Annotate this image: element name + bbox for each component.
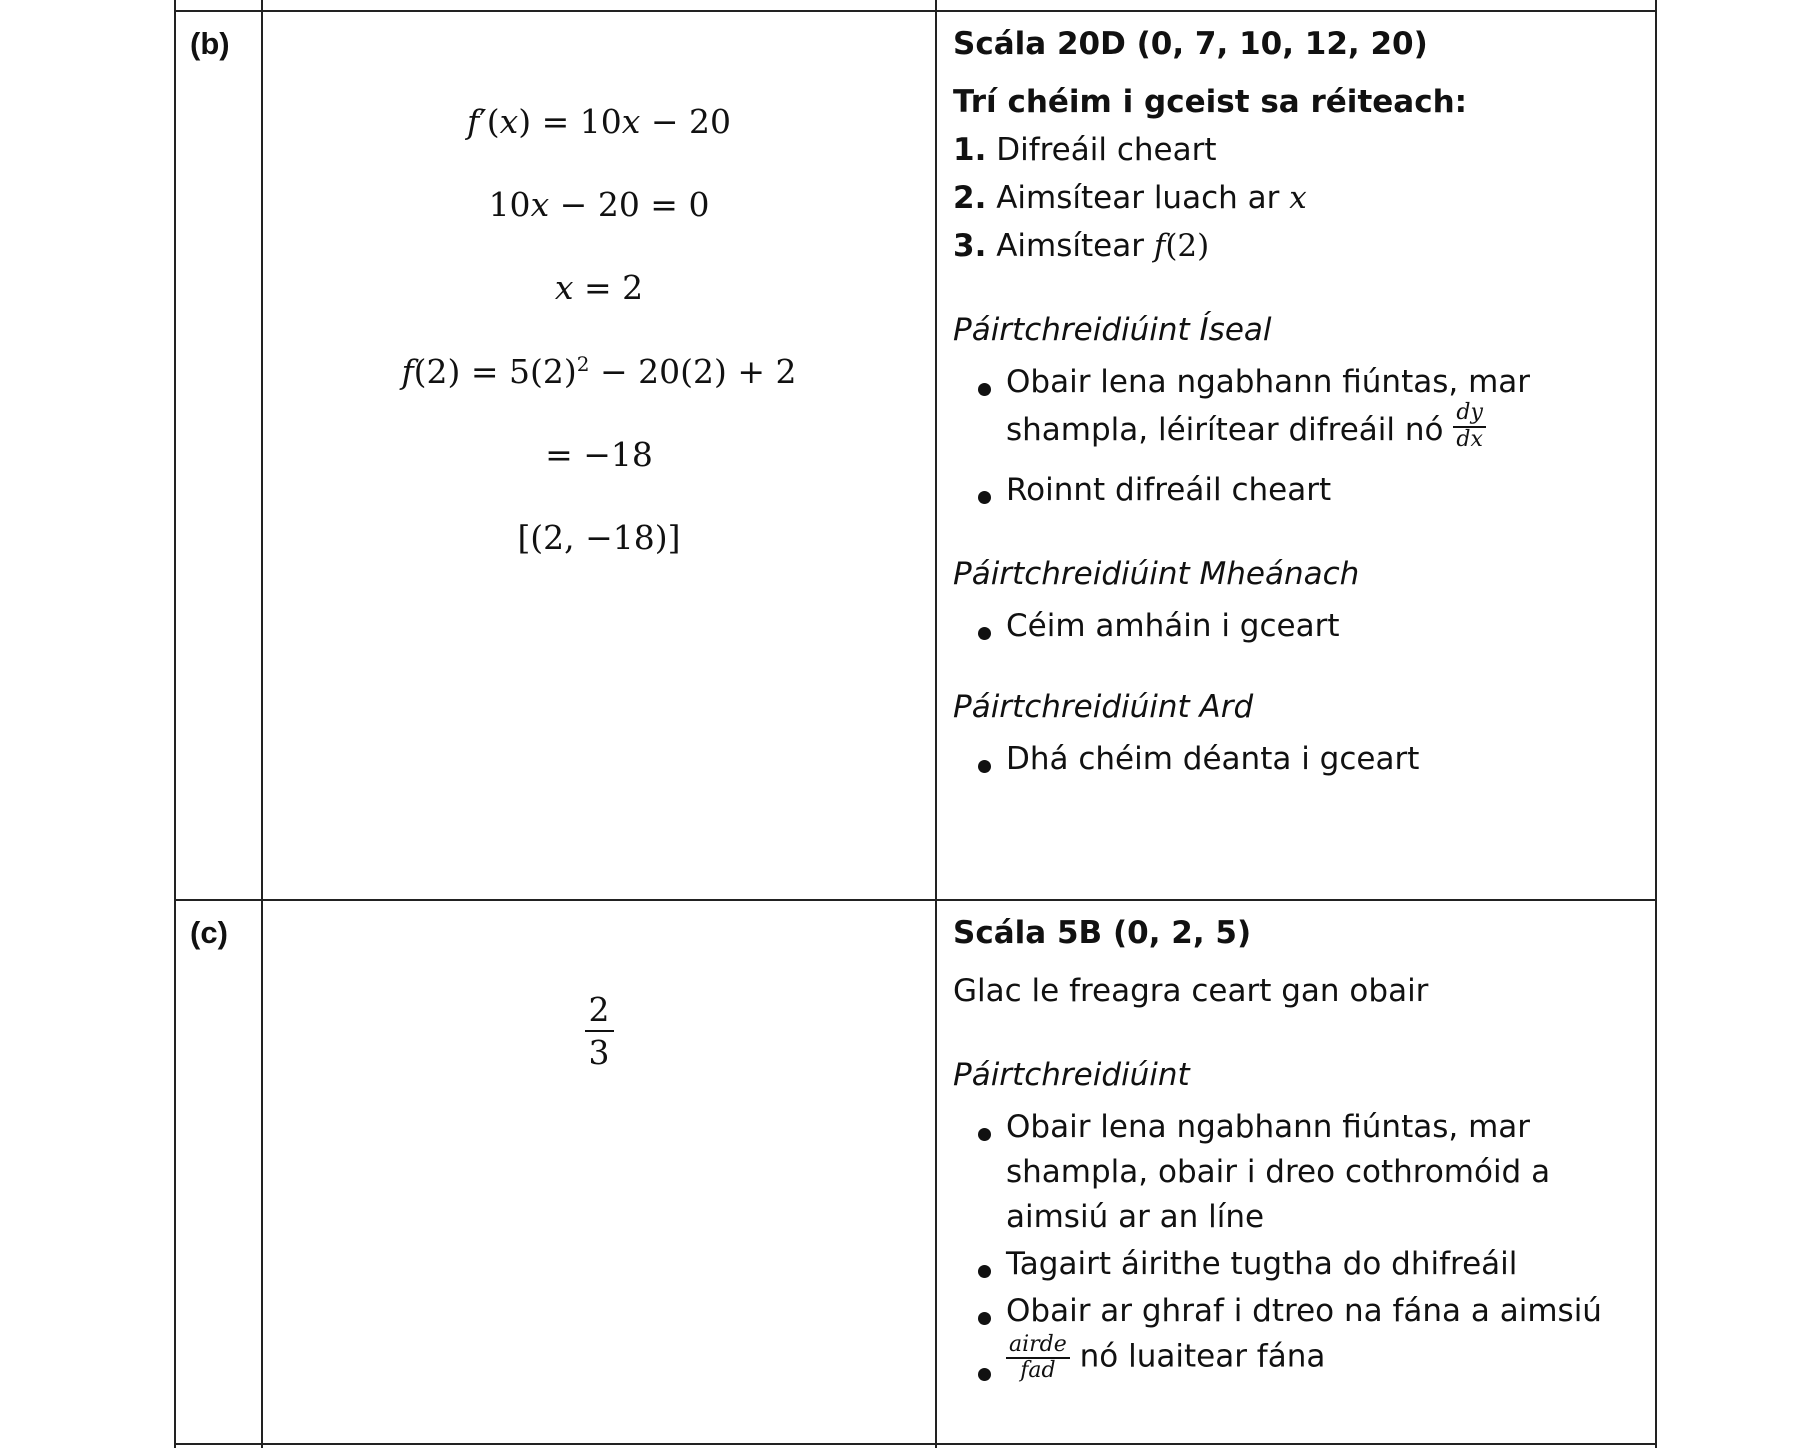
- bullet-text: Obair ar ghraf i dtreo na fána a aimsiú: [1006, 1293, 1602, 1329]
- work-note: Glac le freagra ceart gan obair: [953, 973, 1429, 1009]
- bullet-text: Dhá chéim déanta i gceart: [1006, 741, 1420, 777]
- bullet-text: Céim amháin i gceart: [1006, 608, 1340, 644]
- solution-line: = −18: [545, 435, 653, 474]
- bullet-text: Roinnt difreáil cheart: [1006, 472, 1332, 508]
- steps-heading: Trí chéim i gceist sa réiteach:: [953, 84, 1468, 120]
- partial-low-title: Páirtchreidiúint Íseal: [953, 312, 1272, 348]
- solution-line: $f(2) = 5(2)^2 - 20(2) + 2$: [401, 352, 797, 391]
- bullet-text: $\frac{\text{airde}}{\text{fad}}$ nó luaitear fána: [1006, 1333, 1325, 1383]
- solution-cell-b: [263, 12, 935, 899]
- bullet-text: Obair lena ngabhann fiúntas, mar: [1006, 1109, 1531, 1145]
- solution-cell-c: [263, 901, 935, 1443]
- bullet-icon: [978, 627, 991, 640]
- solution-line: x = 2: [554, 268, 644, 307]
- step-item: 2. Aimsítear luach ar x: [953, 180, 1307, 216]
- solution-line: f′(x) = 10x − 20: [467, 102, 731, 141]
- bullet-icon: [978, 383, 991, 396]
- partial-mid-title: Páirtchreidiúint Mheánach: [953, 556, 1360, 592]
- criteria-cell-b: [953, 12, 1643, 899]
- solution-line: [(2, −18)]: [517, 518, 681, 557]
- step-item: 1. Difreáil cheart: [953, 132, 1217, 168]
- bullet-text: Obair lena ngabhann fiúntas, mar: [1006, 364, 1531, 400]
- bullet-text: Tagairt áirithe tugtha do dhifreáil: [1006, 1246, 1518, 1282]
- row-label-c: (c): [190, 915, 228, 950]
- bullet-icon: [978, 1312, 991, 1325]
- bullet-icon: [978, 491, 991, 504]
- solution-line: 10x − 20 = 0: [488, 185, 710, 224]
- dy-dx-fraction: $\frac{dy}{dx}$: [1453, 401, 1486, 451]
- bullet-icon: [978, 1368, 991, 1381]
- row-label-b: (b): [190, 26, 230, 61]
- table-row-bottom: [174, 1443, 1657, 1445]
- scale-heading: Scála 20D (0, 7, 10, 12, 20): [953, 26, 1428, 62]
- bullet-text: shampla, obair i dreo cothromóid a: [1006, 1154, 1551, 1190]
- table-border-left: [174, 0, 176, 1448]
- criteria-cell-c: [953, 901, 1643, 1443]
- bullet-icon: [978, 1128, 991, 1141]
- partial-high-title: Páirtchreidiúint Ard: [953, 689, 1254, 725]
- bullet-text: shampla, léirítear difreáil nó $\frac{dy}{dx}$: [1006, 408, 1486, 453]
- partial-title: Páirtchreidiúint: [953, 1057, 1190, 1093]
- bullet-icon: [978, 760, 991, 773]
- table-divider-criteria: [935, 0, 937, 1448]
- answer-fraction: $\frac{2}{3}$: [263, 989, 935, 1074]
- bullet-text: aimsiú ar an líne: [1006, 1199, 1265, 1235]
- table-border-right: [1655, 0, 1657, 1448]
- bullet-icon: [978, 1265, 991, 1278]
- step-item: 3. Aimsítear f(2): [953, 228, 1210, 264]
- airde-fad-fraction: $\frac{\text{airde}}{\text{fad}}$: [1006, 1333, 1070, 1383]
- scale-heading: Scála 5B (0, 2, 5): [953, 915, 1252, 951]
